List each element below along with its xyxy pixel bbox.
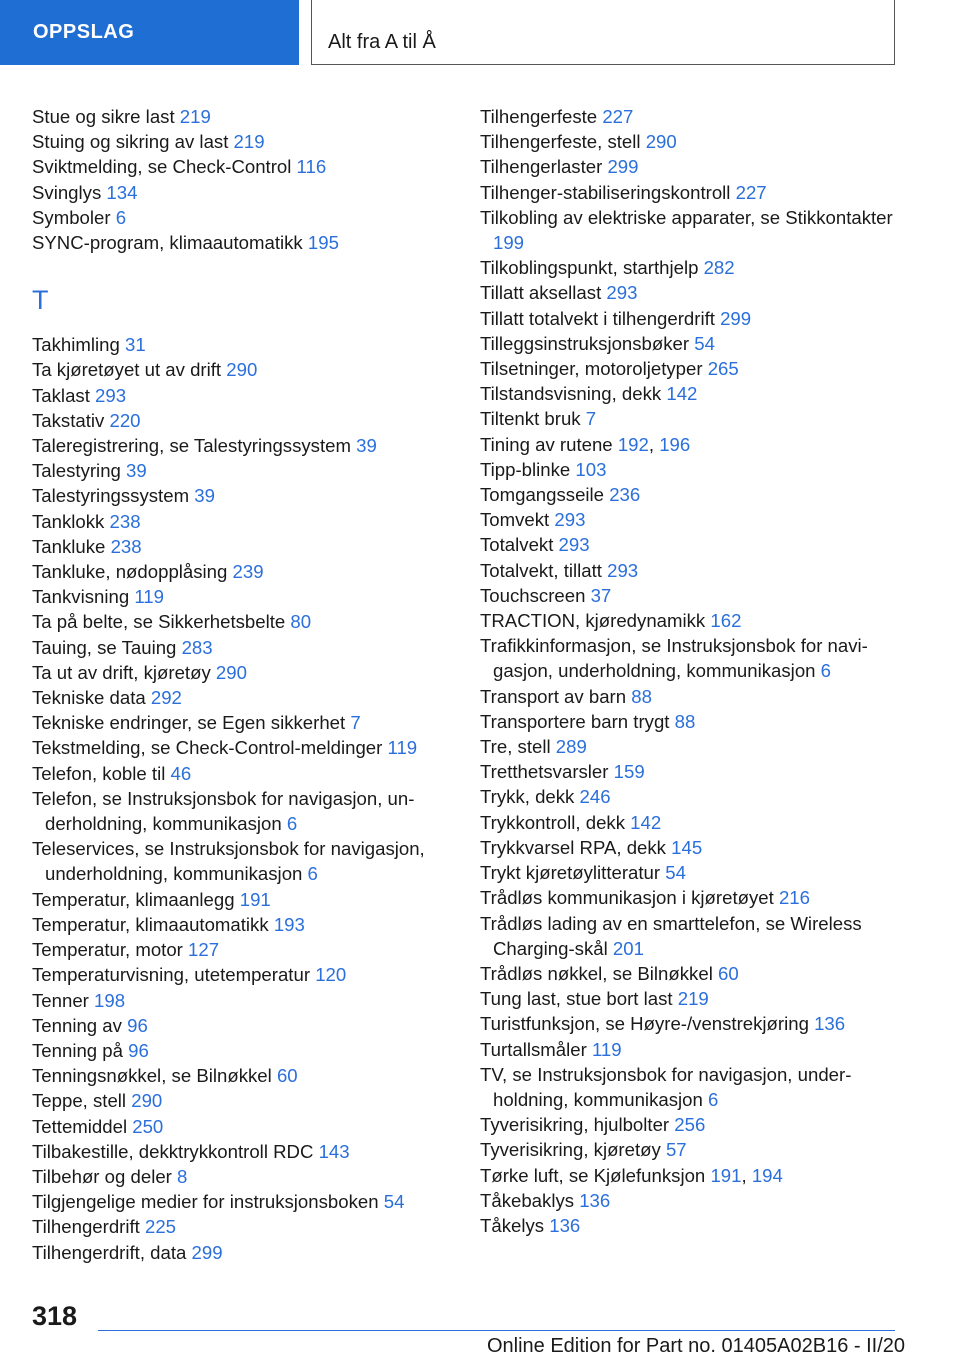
- index-entry: [32, 988, 452, 1013]
- page-ref-link[interactable]: 238: [110, 535, 142, 557]
- page-ref-link[interactable]: 290: [215, 661, 247, 683]
- index-entry: [480, 885, 900, 910]
- section-tab: [0, 0, 299, 65]
- index-entry: [32, 559, 452, 584]
- index-term: Tilstandsvisning, dekk: [480, 383, 667, 405]
- index-entry: [480, 129, 900, 154]
- index-entry: [32, 332, 452, 357]
- index-term: Tankluke, nødopplåsing: [32, 561, 233, 583]
- index-entry: [32, 735, 452, 760]
- page-ref-link[interactable]: 265: [707, 358, 739, 380]
- index-term: Transportere barn trygt: [480, 710, 675, 732]
- index-term: Tenner: [32, 989, 95, 1011]
- index-term: Sviktmelding, se Check-Control: [32, 156, 297, 178]
- index-term: Takstativ: [32, 409, 110, 431]
- index-entry: [480, 306, 900, 331]
- index-entry: [480, 154, 900, 179]
- page-ref-link[interactable]: 116: [296, 156, 327, 178]
- index-entry: [480, 482, 900, 507]
- page-ref-link[interactable]: 250: [132, 1115, 164, 1137]
- page-ref-link[interactable]: 6: [820, 660, 832, 682]
- index-entry: [32, 609, 452, 634]
- index-entry: [480, 860, 900, 885]
- index-entry: [32, 458, 452, 483]
- index-term: Tenningsnøkkel, se Bilnøkkel: [32, 1065, 277, 1087]
- index-entry: [480, 986, 900, 1011]
- page-ref-link[interactable]: 159: [613, 761, 645, 783]
- index-term: Tyverisikring, hjulbolter: [480, 1114, 675, 1136]
- index-term: Tilkoblingspunkt, starthjelp: [480, 257, 704, 279]
- page-ref-link[interactable]: 220: [109, 409, 141, 431]
- index-entry: [32, 710, 452, 735]
- page-ref-link[interactable]: 199: [493, 232, 525, 254]
- page-ref-link[interactable]: 282: [703, 257, 735, 279]
- page-ref-link[interactable]: 54: [665, 862, 686, 884]
- index-entry: [480, 583, 900, 608]
- page-ref-link[interactable]: 293: [554, 509, 586, 531]
- index-entry: [480, 331, 900, 356]
- page-ref-link[interactable]: 293: [607, 559, 639, 581]
- index-entry: [480, 684, 900, 709]
- index-term: Teppe, stell: [32, 1090, 132, 1112]
- index-entry: [32, 129, 452, 154]
- index-entry: [32, 509, 452, 534]
- index-entry: [480, 104, 900, 129]
- page-number: 318: [32, 1301, 78, 1331]
- index-term: Talestyring: [32, 460, 127, 482]
- index-entry: [32, 761, 452, 786]
- index-entry: [32, 1114, 452, 1139]
- page-ref-link[interactable]: 134: [106, 181, 138, 203]
- index-entry: [480, 381, 900, 406]
- page-title: Alt fra A til Å: [328, 31, 436, 53]
- page-ref-link[interactable]: 290: [131, 1090, 163, 1112]
- index-term: Teleservices, se Instruksjonsbok for navigasjon, underholdning, kommunikasjon: [32, 838, 425, 885]
- index-term: Telefon, koble til: [32, 762, 171, 784]
- index-term: Stue og sikre last: [32, 106, 180, 127]
- index-entry: [480, 608, 900, 633]
- index-entry: [32, 1038, 452, 1063]
- index-entry: [32, 635, 452, 660]
- index-entry: [480, 1062, 900, 1112]
- index-term: Tilhenger-stabiliseringskontroll: [480, 181, 736, 203]
- index-term: Tilgjengelige medier for instruksjonsboken: [32, 1191, 384, 1213]
- index-entry: [480, 961, 900, 986]
- index-entry: [32, 836, 452, 886]
- page-ref-link[interactable]: 88: [631, 685, 652, 707]
- page-ref-link[interactable]: 219: [677, 988, 709, 1010]
- page-ref-link[interactable]: 299: [720, 307, 752, 329]
- index-term: Tillatt totalvekt i tilhengerdrift: [480, 307, 721, 329]
- page-ref-link[interactable]: 31: [125, 334, 146, 356]
- page-ref-link[interactable]: 60: [718, 962, 739, 984]
- index-entry: [32, 483, 452, 508]
- index-term: Tilhengerfeste, stell: [480, 131, 646, 153]
- page-ref-link[interactable]: 289: [555, 736, 587, 758]
- index-entry: [480, 835, 900, 860]
- page-ref-link[interactable]: 119: [591, 1038, 622, 1060]
- index-term: Tyverisikring, kjøretøy: [480, 1139, 666, 1161]
- page-ref-link[interactable]: 219: [179, 106, 211, 127]
- index-term: Ta ut av drift, kjøretøy: [32, 661, 216, 683]
- index-term: Tåkelys: [480, 1214, 550, 1236]
- index-entry: [480, 356, 900, 381]
- index-column-right: [480, 104, 900, 1238]
- index-term: Tilbehør og deler: [32, 1165, 178, 1187]
- index-entry: [480, 255, 900, 280]
- index-term: Symboler: [32, 206, 116, 228]
- page-ref-link[interactable]: 293: [558, 534, 590, 556]
- index-entry: [480, 507, 900, 532]
- page-ref-link[interactable]: 136: [814, 1013, 846, 1035]
- index-term: Turistfunksjon, se Høyre-/venstrekjøring: [480, 1013, 815, 1035]
- page-ref-link[interactable]: 119: [387, 737, 418, 759]
- index-entry: [32, 534, 452, 559]
- page-ref-link[interactable]: 195: [307, 232, 339, 254]
- index-entry: [32, 180, 452, 205]
- index-entry: [480, 205, 900, 255]
- index-entry: [480, 1112, 900, 1137]
- index-term: Tillatt aksellast: [480, 282, 607, 304]
- page-ref-link[interactable]: 238: [109, 510, 141, 532]
- index-column-left: [32, 104, 452, 1265]
- page-ref-link[interactable]: 290: [645, 131, 677, 153]
- index-term: Stuing og sikring av last: [32, 131, 234, 153]
- index-entry: [32, 786, 452, 836]
- index-term: Tomvekt: [480, 509, 555, 531]
- index-term: Ta kjøretøyet ut av drift: [32, 359, 227, 381]
- index-entry: [480, 1188, 900, 1213]
- index-term: Trykkvarsel RPA, dekk: [480, 836, 672, 858]
- page-ref-link[interactable]: 6: [286, 813, 298, 835]
- index-entry: [32, 584, 452, 609]
- index-entry: [480, 759, 900, 784]
- page-ref-link[interactable]: 88: [674, 710, 696, 732]
- index-entry: [32, 205, 452, 230]
- index-term: Tilhengerfeste: [480, 106, 603, 127]
- page-ref-link[interactable]: 136: [579, 1189, 611, 1211]
- index-entry: [480, 280, 900, 305]
- index-term: Tining av rutene: [480, 433, 618, 455]
- page-ref-link[interactable]: 103: [575, 458, 607, 480]
- index-entry: [480, 633, 900, 683]
- index-entry: [32, 1214, 452, 1239]
- index-term: Tilhengerdrift, data: [32, 1241, 192, 1263]
- index-term: Touchscreen: [480, 584, 591, 606]
- index-term: Svinglys: [32, 181, 107, 203]
- page-ref-link[interactable]: 96: [128, 1039, 149, 1061]
- index-term: Tåkebaklys: [480, 1189, 580, 1211]
- index-term: Tekniske endringer, se Egen sikkerhet: [32, 712, 351, 734]
- index-entry: [32, 357, 452, 382]
- page-ref-link[interactable]: 57: [665, 1139, 687, 1161]
- index-term: Taklast: [32, 384, 96, 406]
- index-term: Tettemiddel: [32, 1115, 133, 1137]
- page-ref-link[interactable]: 39: [126, 460, 147, 482]
- page-ref-link[interactable]: 127: [188, 939, 220, 961]
- index-list-after: [32, 332, 452, 1265]
- index-entry: [32, 912, 452, 937]
- index-term: Tipp-blinke: [480, 458, 576, 480]
- index-term: Trådløs lading av en smarttelefon, se Wireless Charging-skål: [480, 912, 862, 959]
- page-ref-link[interactable]: 216: [778, 887, 810, 909]
- index-term: SYNC-program, klimaautomatikk: [32, 232, 308, 254]
- index-term: Ta på belte, se Sikkerhetsbelte: [32, 611, 291, 633]
- index-entry: [480, 911, 900, 961]
- index-entry: [32, 230, 452, 255]
- index-entry: [480, 432, 900, 457]
- page-ref-link[interactable]: 293: [606, 282, 638, 304]
- page-ref-link[interactable]: 225: [145, 1216, 177, 1238]
- page-ref-link[interactable]: 60: [276, 1065, 298, 1087]
- page-ref-link[interactable]: 119: [134, 586, 164, 608]
- index-entry: [32, 1088, 452, 1113]
- page-ref-link[interactable]: 246: [579, 786, 611, 808]
- index-term: Temperatur, klimaautomatikk: [32, 913, 274, 935]
- index-term: Tilkobling av elektriske apparater, se Stikkontakter: [480, 206, 893, 228]
- index-entry: [32, 962, 452, 987]
- page-ref-link[interactable]: 46: [170, 762, 192, 784]
- index-term: Tilbakestille, dekktrykkontroll RDC: [32, 1140, 319, 1162]
- index-entry: [32, 937, 452, 962]
- page-ref-link[interactable]: 191: [710, 1164, 742, 1186]
- page-ref-link[interactable]: 96: [127, 1014, 148, 1036]
- page-ref-link[interactable]: 39: [194, 485, 215, 507]
- index-term: Totalvekt, tillatt: [480, 559, 608, 581]
- index-term: Tomgangsseile: [480, 484, 610, 506]
- index-term: Trykt kjøretøylitteratur: [480, 862, 666, 884]
- index-term: Trådløs nøkkel, se Bilnøkkel: [480, 962, 718, 984]
- index-term: Tilhengerlaster: [480, 156, 608, 178]
- page-ref-link[interactable]: 162: [710, 610, 742, 632]
- page-header: [311, 0, 895, 65]
- index-term: Talestyringssystem: [32, 485, 195, 507]
- page-ref-link[interactable]: 39: [356, 435, 377, 457]
- page-ref-link[interactable]: 136: [549, 1214, 581, 1236]
- index-term: Tekniske data: [32, 687, 151, 709]
- page-ref-link[interactable]: 143: [318, 1140, 350, 1162]
- index-entry: [32, 433, 452, 458]
- index-term: Tiltenkt bruk: [480, 408, 586, 430]
- index-entry: [480, 1011, 900, 1036]
- page-ref-link[interactable]: 192: [617, 433, 649, 455]
- page-ref-link[interactable]: 293: [95, 384, 127, 406]
- page-ref-link[interactable]: 191: [239, 888, 271, 910]
- index-entry: [480, 734, 900, 759]
- page-ref-link[interactable]: 299: [607, 156, 639, 178]
- page-ref-link[interactable]: 142: [630, 811, 662, 833]
- index-term: Tilhengerdrift: [32, 1216, 145, 1238]
- index-entry: [480, 709, 900, 734]
- index-entry: [32, 154, 452, 179]
- index-entry: [32, 685, 452, 710]
- index-entry: [480, 406, 900, 431]
- index-term: Tørke luft, se Kjølefunksjon: [480, 1164, 711, 1186]
- index-entry: [32, 887, 452, 912]
- page-ref-link[interactable]: 198: [94, 989, 126, 1011]
- index-term: Tilsetninger, motoroljetyper: [480, 358, 708, 380]
- index-term: Tenning på: [32, 1039, 129, 1061]
- index-term: Trafikkinformasjon, se Instruksjonsbok for navigasjon, underholdning, kommunikasjon: [480, 635, 868, 682]
- section-label: OPPSLAG: [33, 21, 135, 43]
- index-term: Trykk, dekk: [480, 786, 580, 808]
- page-ref-link[interactable]: 8: [177, 1165, 188, 1187]
- index-term: Tilleggsinstruksjonsbøker: [480, 332, 695, 354]
- index-term: Temperatur, motor: [32, 939, 189, 961]
- index-term: Taleregistrering, se Talestyringssystem: [32, 435, 357, 457]
- page-ref-link[interactable]: 193: [273, 913, 305, 935]
- index-entry: [480, 1037, 900, 1062]
- index-list-before: [32, 104, 452, 255]
- index-term: Tankvisning: [32, 586, 135, 608]
- page-ref-link[interactable]: 196: [659, 433, 691, 455]
- index-term: Tekstmelding, se Check-Control-meldinger: [32, 737, 388, 759]
- index-term: Totalvekt: [480, 534, 559, 556]
- index-term: Temperatur, klimaanlegg: [32, 888, 240, 910]
- index-term: TRACTION, kjøredynamikk: [480, 610, 711, 632]
- page-ref-link[interactable]: 290: [226, 359, 258, 381]
- page-ref-link[interactable]: 7: [585, 408, 597, 430]
- index-term: Telefon, se Instruksjonsbok for navigasjon, underholdning, kommunikasjon: [32, 787, 415, 835]
- page-ref-link[interactable]: 6: [115, 206, 127, 228]
- index-entry: [32, 104, 452, 129]
- page-ref-link[interactable]: 6: [707, 1088, 719, 1110]
- page-ref-link[interactable]: 54: [694, 332, 715, 354]
- page-ref-link[interactable]: 201: [612, 937, 644, 959]
- index-term: Tung last, stue bort last: [480, 988, 678, 1010]
- index-term: Temperaturvisning, utetemperatur: [32, 964, 316, 986]
- page-ref-link[interactable]: 80: [290, 611, 312, 633]
- page-ref-link[interactable]: 7: [350, 712, 361, 734]
- index-term: Turtallsmåler: [480, 1038, 592, 1060]
- ref-separator: ,: [741, 1164, 752, 1186]
- index-entry: [480, 558, 900, 583]
- index-list-right: [480, 104, 900, 1238]
- page-ref-link[interactable]: 6: [307, 863, 318, 885]
- index-entry: [32, 383, 452, 408]
- index-entry: [480, 1137, 900, 1162]
- index-entry: [480, 532, 900, 557]
- index-term: Trådløs kommunikasjon i kjøretøyet: [480, 887, 779, 909]
- page-ref-link[interactable]: 227: [602, 106, 634, 127]
- index-entry: [32, 1164, 452, 1189]
- ref-separator: ,: [648, 433, 660, 455]
- page-ref-link[interactable]: 292: [150, 687, 182, 709]
- page-ref-link[interactable]: 236: [609, 484, 641, 506]
- page-ref-link[interactable]: 283: [181, 636, 213, 658]
- index-term: Tanklokk: [32, 510, 110, 532]
- index-term: Tenning av: [32, 1014, 128, 1036]
- letter-heading: T: [32, 285, 49, 316]
- index-entry: [32, 1240, 452, 1265]
- index-term: Tauing, se Tauing: [32, 636, 182, 658]
- index-term: TV, se Instruksjonsbok for navigasjon, underholdning, kommunikasjon: [480, 1063, 852, 1110]
- page-ref-link[interactable]: 219: [233, 131, 265, 153]
- index-entry: [480, 180, 900, 205]
- index-entry: [480, 1213, 900, 1238]
- index-entry: [32, 1139, 452, 1164]
- index-entry: [32, 408, 452, 433]
- index-entry: [32, 1063, 452, 1088]
- index-term: Tankluke: [32, 535, 111, 557]
- page-ref-link[interactable]: 37: [590, 584, 612, 606]
- index-entry: [480, 784, 900, 809]
- index-entry: [32, 1013, 452, 1038]
- index-term: Tretthetsvarsler: [480, 761, 614, 783]
- index-term: Trykkontroll, dekk: [480, 811, 631, 833]
- index-term: Transport av barn: [480, 685, 632, 707]
- index-entry: [32, 1189, 452, 1214]
- page-ref-link[interactable]: 194: [751, 1164, 783, 1186]
- page-ref-link[interactable]: 227: [735, 181, 767, 203]
- index-entry: [480, 810, 900, 835]
- page-ref-link[interactable]: 120: [315, 964, 347, 986]
- page-ref-link[interactable]: 142: [666, 383, 698, 405]
- page-ref-link[interactable]: 145: [671, 836, 703, 858]
- index-entry: [480, 1163, 900, 1188]
- index-term: Takhimling: [32, 334, 126, 356]
- footer-edition: Online Edition for Part no. 01405A02B16 - II/20: [486, 1335, 905, 1357]
- page-ref-link[interactable]: 239: [232, 561, 264, 583]
- page-ref-link[interactable]: 54: [383, 1191, 405, 1213]
- page-ref-link[interactable]: 256: [674, 1114, 706, 1136]
- index-term: Tre, stell: [480, 736, 556, 758]
- index-entry: [480, 457, 900, 482]
- page-ref-link[interactable]: 299: [191, 1241, 223, 1263]
- index-entry: [32, 660, 452, 685]
